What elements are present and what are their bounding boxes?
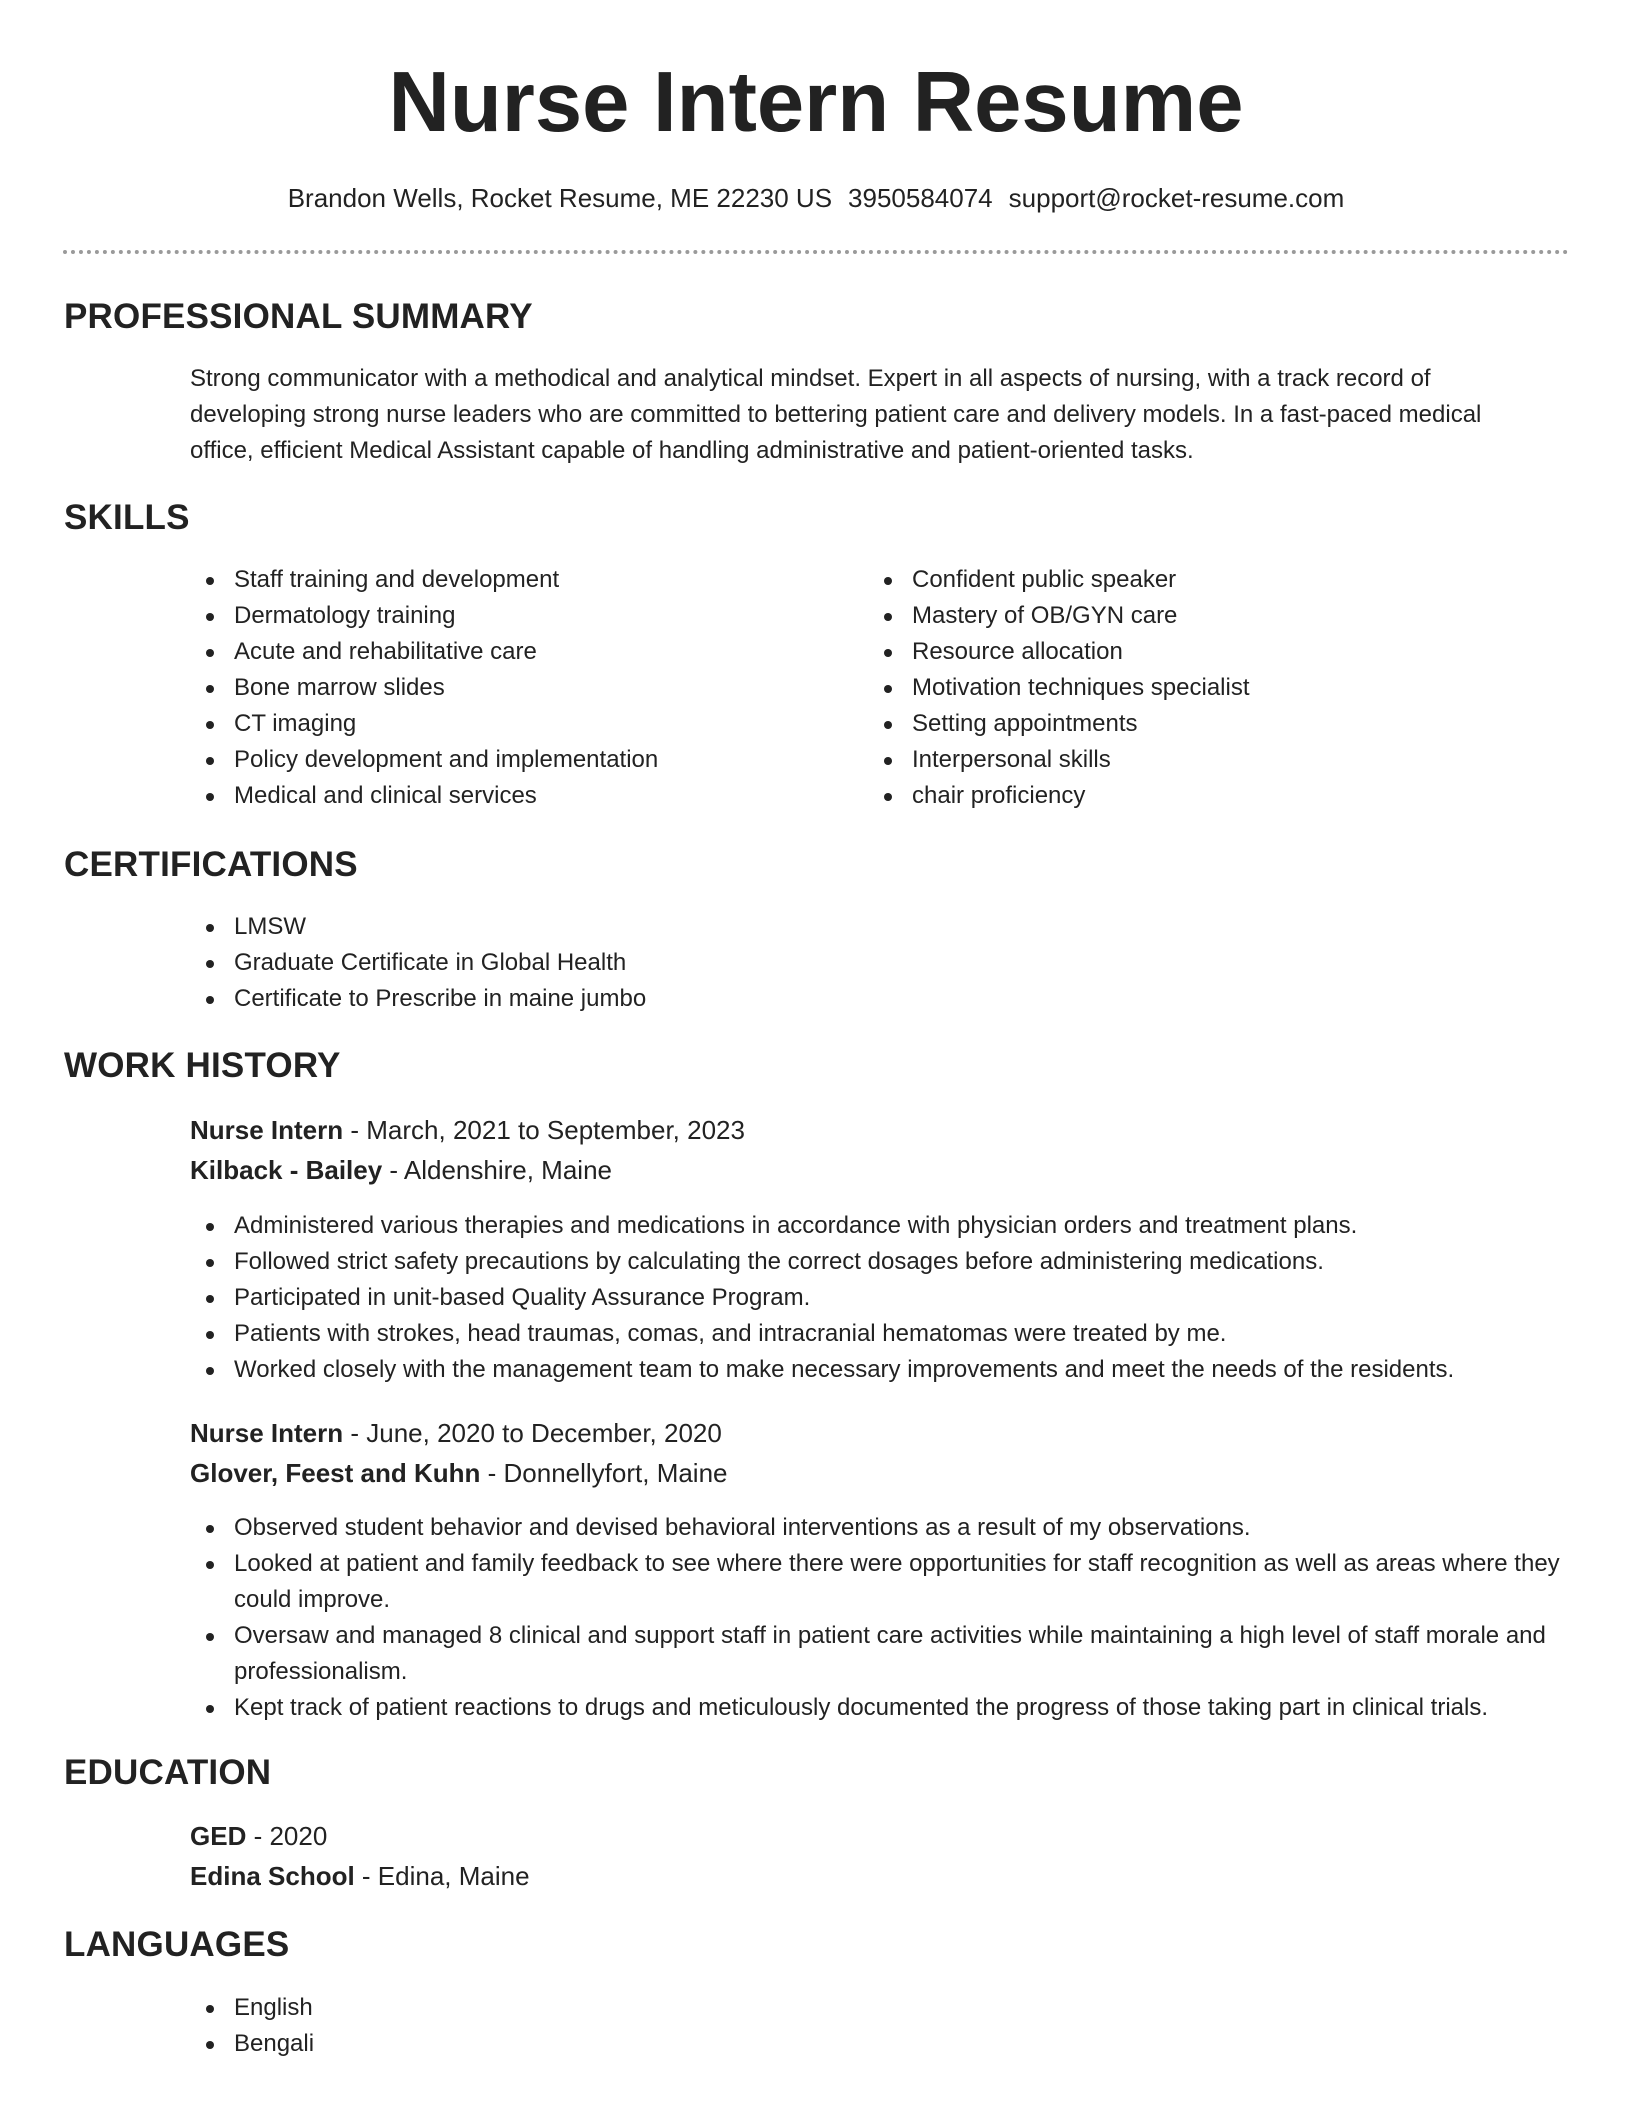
list-item: Kept track of patient reactions to drugs and meticulously documented the progress of those taking part in clinical trials. (190, 1690, 1570, 1726)
contact-phone: 3950584074 (848, 183, 993, 213)
list-item: Bone marrow slides (190, 670, 850, 706)
list-item: Oversaw and managed 8 clinical and support staff in patient care activities while maintaining a high level of staff morale and professionalism. (190, 1618, 1570, 1690)
list-item: LMSW (190, 909, 1570, 945)
skills-list-left (190, 562, 850, 814)
list-item: Resource allocation (868, 634, 1528, 670)
list-item: Interpersonal skills (868, 742, 1528, 778)
job-dates: - March, 2021 to September, 2023 (343, 1115, 745, 1145)
job-bullets (190, 1510, 1570, 1726)
work-history-heading: WORK HISTORY (64, 1046, 341, 1085)
certifications-heading: CERTIFICATIONS (64, 845, 358, 884)
education-heading: EDUCATION (64, 1753, 272, 1792)
job-title-line (190, 1415, 722, 1451)
contact-line (0, 183, 1632, 214)
list-item: Observed student behavior and devised behavioral interventions as a result of my observations. (190, 1510, 1570, 1546)
header-divider (63, 250, 1569, 254)
list-item: Patients with strokes, head traumas, comas, and intracranial hematomas were treated by me. (190, 1316, 1570, 1352)
list-item: chair proficiency (868, 778, 1528, 814)
list-item: Followed strict safety precautions by calculating the correct dosages before administering medications. (190, 1244, 1570, 1280)
job-company: Kilback - Bailey (190, 1155, 383, 1185)
list-item: CT imaging (190, 706, 850, 742)
list-item: Staff training and development (190, 562, 850, 598)
job-title: Nurse Intern (190, 1418, 344, 1448)
job-location: - Aldenshire, Maine (382, 1155, 612, 1185)
list-item: Mastery of OB/GYN care (868, 598, 1528, 634)
list-item: English (190, 1990, 1570, 2026)
summary-text: Strong communicator with a methodical and analytical mindset. Expert in all aspects of nursing, with a track record of developing strong nurse leaders who are committed to bettering patient care and delivery models. In a fast-paced medical office, efficient Medical Assistant capable of handling administrative and patient-oriented tasks. (190, 365, 1482, 464)
education-location: - Edina, Maine (354, 1861, 530, 1891)
list-item: Bengali (190, 2026, 1570, 2062)
list-item: Medical and clinical services (190, 778, 850, 814)
summary-heading: PROFESSIONAL SUMMARY (64, 297, 533, 336)
list-item: Dermatology training (190, 598, 850, 634)
list-item: Motivation techniques specialist (868, 670, 1528, 706)
list-item: Setting appointments (868, 706, 1528, 742)
list-item: Graduate Certificate in Global Health (190, 945, 1570, 981)
skills-heading: SKILLS (64, 498, 190, 537)
list-item: Looked at patient and family feedback to see where there were opportunities for staff recognition as well as areas where they could improve. (190, 1546, 1570, 1618)
list-item: Acute and rehabilitative care (190, 634, 850, 670)
education-year: - 2020 (246, 1821, 328, 1851)
list-item: Certificate to Prescribe in maine jumbo (190, 981, 1570, 1017)
job-title: Nurse Intern (190, 1115, 344, 1145)
education-school-line (190, 1858, 530, 1894)
contact-address: Brandon Wells, Rocket Resume, ME 22230 US (287, 183, 833, 213)
skills-list-right (868, 562, 1528, 814)
contact-email: support@rocket-resume.com (1008, 183, 1345, 213)
list-item: Worked closely with the management team to make necessary improvements and meet the needs of the residents. (190, 1352, 1570, 1388)
list-item: Participated in unit-based Quality Assurance Program. (190, 1280, 1570, 1316)
job-title-line (190, 1112, 745, 1148)
languages-heading: LANGUAGES (64, 1925, 290, 1964)
job-company-line (190, 1455, 728, 1491)
resume-title: Nurse Intern Resume (388, 55, 1244, 150)
job-dates: - June, 2020 to December, 2020 (343, 1418, 722, 1448)
education-degree: GED (190, 1821, 247, 1851)
certifications-list (190, 909, 1570, 1017)
list-item: Confident public speaker (868, 562, 1528, 598)
job-company-line (190, 1152, 612, 1188)
list-item: Administered various therapies and medications in accordance with physician orders and treatment plans. (190, 1208, 1570, 1244)
job-location: - Donnellyfort, Maine (480, 1458, 728, 1488)
education-degree-line (190, 1818, 327, 1854)
list-item: Policy development and implementation (190, 742, 850, 778)
languages-list (190, 1990, 1570, 2062)
job-bullets (190, 1208, 1570, 1388)
education-school: Edina School (190, 1861, 355, 1891)
job-company: Glover, Feest and Kuhn (190, 1458, 481, 1488)
